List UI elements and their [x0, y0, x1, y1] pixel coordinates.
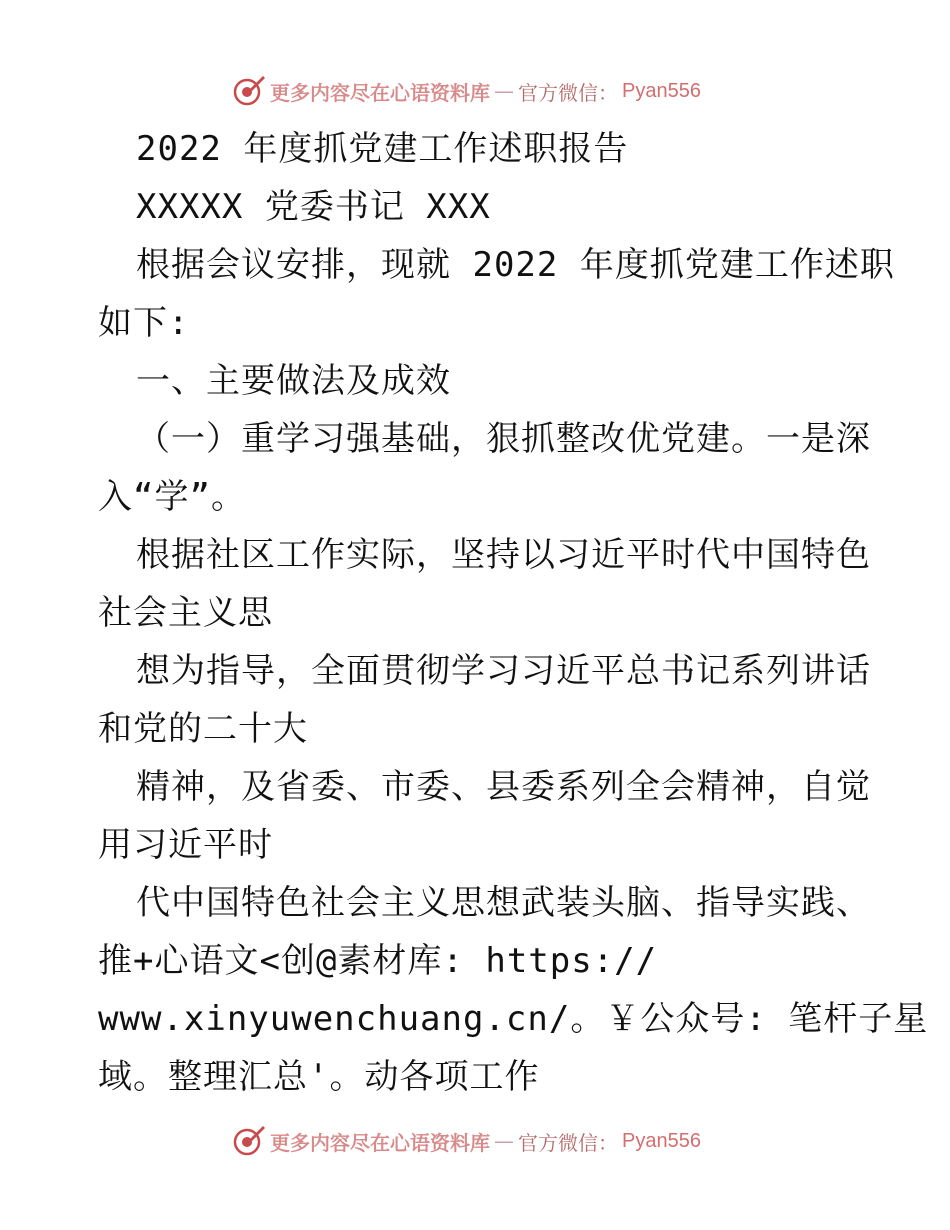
paragraph-line: 域。整理汇总'。动各项工作: [98, 1057, 540, 1097]
document-body: [98, 120, 929, 1106]
section-heading: 一、主要做法及成效: [136, 361, 451, 401]
paragraph-line: 根据社区工作实际，坚持以习近平时代中国特色: [136, 535, 871, 575]
pen-circle-icon: [232, 74, 266, 108]
document-author: XXXXX 党委书记 XXX: [136, 187, 491, 227]
watermark-account: Pyan556: [622, 79, 701, 102]
watermark-separator: —: [494, 1129, 514, 1153]
watermark-separator: —: [494, 79, 514, 103]
watermark-banner-bottom: [232, 1122, 701, 1160]
watermark-text: 更多内容尽在心语资料库: [270, 1130, 490, 1155]
pen-circle-icon: [232, 1124, 266, 1158]
paragraph-line: 根据会议安排，现就 2022 年度抓党建工作述职: [136, 245, 895, 285]
document-title: 2022 年度抓党建工作述职报告: [136, 129, 629, 169]
paragraph-line: www.xinyuwenchuang.cn/。￥公众号: 笔杆子星: [98, 999, 929, 1039]
paragraph-line: 用习近平时: [98, 825, 273, 865]
paragraph-line: 想为指导，全面贯彻学习习近平总书记系列讲话: [136, 651, 871, 691]
paragraph-line: 推+心语文<创@素材库: https://: [98, 941, 658, 981]
paragraph-line: 如下:: [98, 303, 190, 343]
watermark-text: 更多内容尽在心语资料库: [270, 80, 490, 105]
watermark-official-label: 官方微信：: [518, 1130, 618, 1155]
paragraph-line: 入“学”。: [98, 477, 246, 517]
paragraph-line: 精神，及省委、市委、县委系列全会精神，自觉: [136, 767, 871, 807]
watermark-account: Pyan556: [622, 1129, 701, 1152]
paragraph-line: 代中国特色社会主义思想武装头脑、指导实践、: [136, 883, 871, 923]
paragraph-line: 和党的二十大: [98, 709, 308, 749]
paragraph-line: （一）重学习强基础，狠抓整改优党建。一是深: [136, 419, 871, 459]
watermark-banner-top: [232, 72, 701, 110]
watermark-official-label: 官方微信：: [518, 80, 618, 105]
paragraph-line: 社会主义思: [98, 593, 273, 633]
